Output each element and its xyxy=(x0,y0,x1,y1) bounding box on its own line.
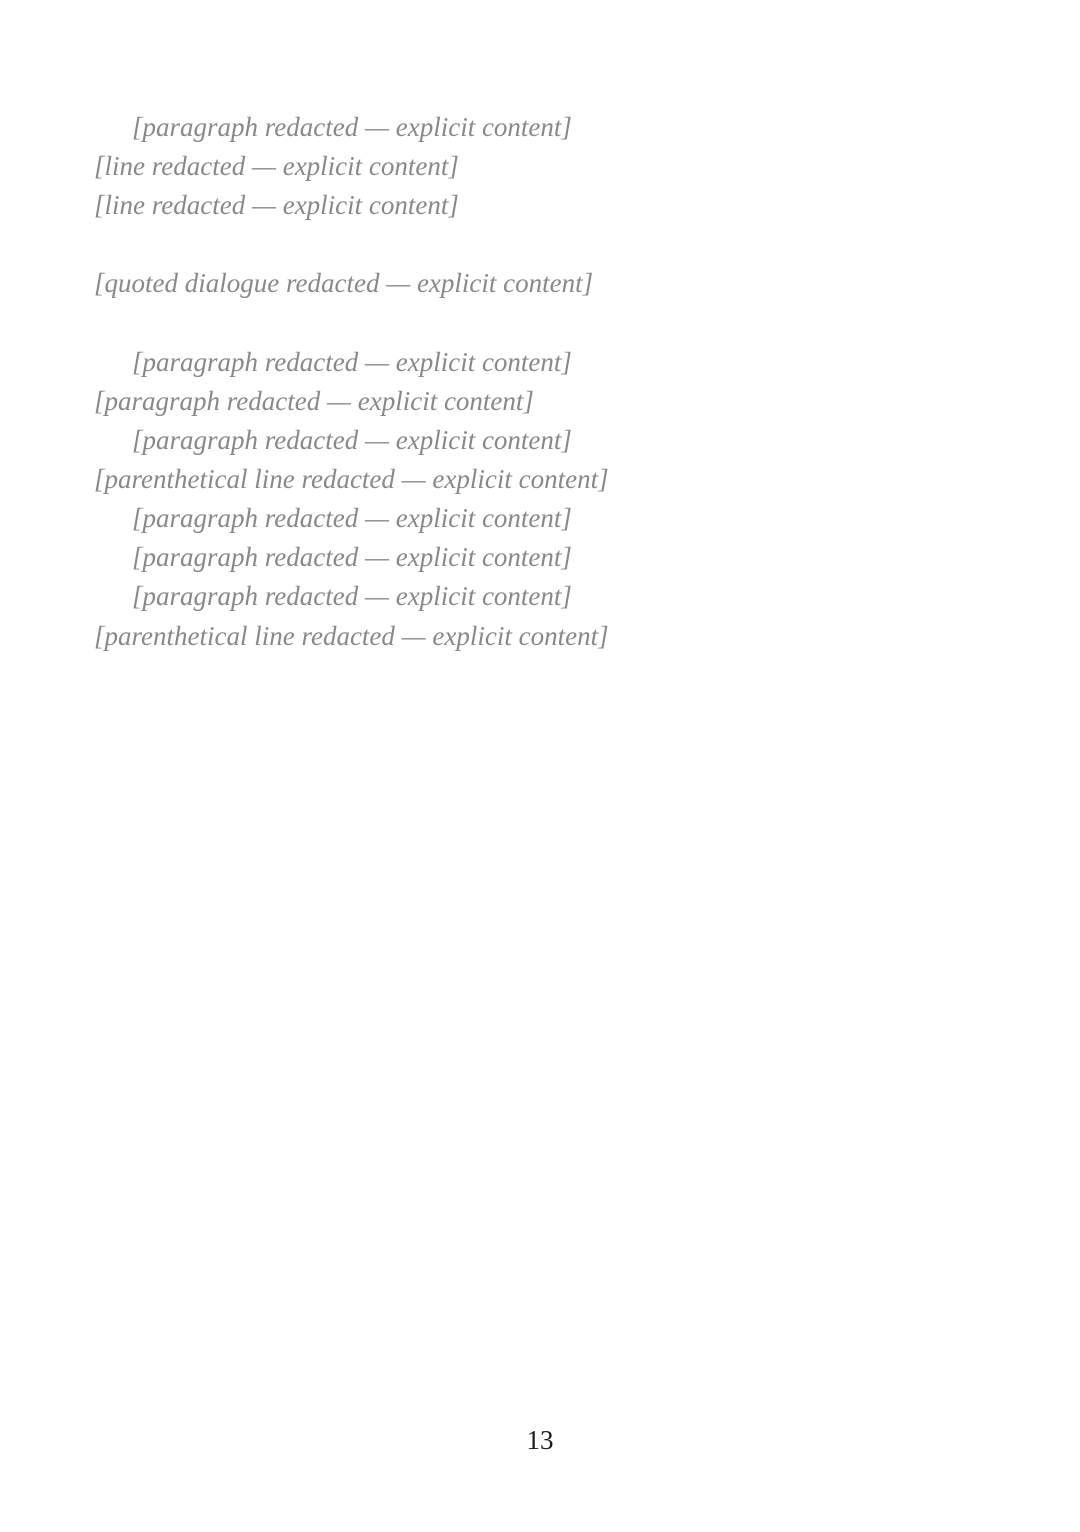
redacted-text: [paragraph redacted — explicit content] xyxy=(132,346,572,377)
paragraph xyxy=(94,460,980,499)
paragraph xyxy=(94,264,980,303)
paragraph xyxy=(94,617,980,656)
redacted-text: [parenthetical line redacted — explicit content] xyxy=(94,620,609,651)
paragraph xyxy=(94,577,980,616)
page-number: 13 xyxy=(526,1425,554,1455)
redacted-text: [parenthetical line redacted — explicit content] xyxy=(94,463,609,494)
paragraph xyxy=(94,343,980,382)
redacted-text: [line redacted — explicit content] xyxy=(94,151,459,182)
paragraph xyxy=(94,108,980,147)
redacted-text: [paragraph redacted — explicit content] xyxy=(132,112,572,142)
redacted-text: [quoted dialogue redacted — explicit content] xyxy=(94,268,594,299)
paragraph xyxy=(94,499,980,538)
paragraph xyxy=(94,421,980,460)
paragraph xyxy=(94,538,980,577)
redacted-text: [paragraph redacted — explicit content] xyxy=(132,503,572,534)
redacted-text: [line redacted — explicit content] xyxy=(94,190,459,221)
paragraph xyxy=(94,147,980,186)
paragraph xyxy=(94,186,980,225)
redacted-text: [paragraph redacted — explicit content] xyxy=(132,581,572,612)
redacted-text: [paragraph redacted — explicit content] xyxy=(94,385,534,416)
body-text-block xyxy=(94,108,980,656)
paragraph xyxy=(94,382,980,421)
redacted-text: [paragraph redacted — explicit content] xyxy=(132,424,572,455)
redacted-text: [paragraph redacted — explicit content] xyxy=(132,542,572,573)
